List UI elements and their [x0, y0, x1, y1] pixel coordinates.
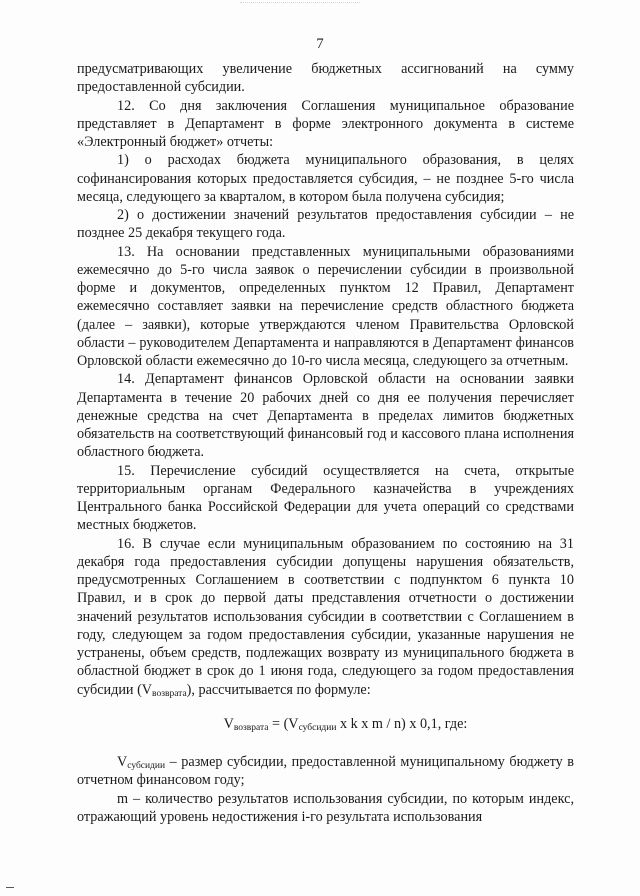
- definition-symbol: V: [117, 754, 128, 770]
- page-number: 7: [316, 36, 324, 52]
- paragraph-13: 13. На основании представленных муниципальными образованиями ежемесячно до 5-го числа заявок о перечислении субсидии в произвольной форме и документов, определенных пунктом 12 Правил, Департамент ежемесячно составляет заявки на перечисление средств областного бюджета (далее – заявки), которые утверждаются членом Правительства Орловской области – руководителем Департамента и направляются в Департамент финансов Орловской области ежемесячно до 10-го числа месяца, следующего за отчетным.: [77, 243, 574, 369]
- paragraph-14: 14. Департамент финансов Орловской области на основании заявки Департамента в течение 20 рабочих дней со дня ее получения перечисляет денежные средства на счет Департамента в пределах лимитов бюджетных обязательств на соответствующий финансовый год и кассового плана исполнения областного бюджета.: [77, 371, 574, 461]
- document-body: [77, 60, 574, 826]
- formula-tail: x k x m / n) x 0,1, где:: [336, 715, 468, 732]
- formula-sub-subsidy: субсидии: [298, 722, 337, 733]
- v-return-subscript: возврата: [152, 688, 187, 699]
- paragraph-16-text: 16. В случае если муниципальным образованием по состоянию на 31 декабря года предоставления субсидии допущены нарушения обязательств, предусмотренных Соглашением в соответствии с подпунктом 6 пункта 10 Правил, и в срок до первой даты представления отчетности о достижении значений результатов использования субсидии в соответствии с Соглашением в году, следующем за годом предоставления субсидии, указанные нарушения не устранены, объем средств, подлежащих возврату из муниципального бюджета в областной бюджет в срок до 1 июня года, следующего за годом предоставления субсидии (V: [77, 535, 574, 698]
- scan-artifact: [240, 2, 360, 9]
- paragraph-16-tail: ), рассчитывается по формуле:: [186, 681, 371, 698]
- paragraph-12-item-1: 1) о расходах бюджета муниципального образования, в целях софинансирования которых предоставляется субсидия, – не позднее 5-го числа месяца, следующего за кварталом, в котором была получена субсидия;: [77, 152, 574, 205]
- definition-text: – размер субсидии, предоставленной муниципальному бюджету в отчетном финансовом году;: [77, 754, 574, 789]
- formula-mid: = (V: [268, 715, 299, 732]
- paragraph-12: 12. Со дня заключения Соглашения муниципальное образование представляет в Департамент в форме электронного документа в системе «Электронный бюджет» отчеты:: [77, 97, 574, 150]
- paragraph-12-item-2: 2) о достижении значений результатов предоставления субсидии – не позднее 25 декабря текущего года.: [77, 207, 574, 242]
- formula-v-return: V: [223, 715, 234, 732]
- paragraph-16: [77, 535, 574, 699]
- edge-mark: [6, 887, 14, 888]
- definition-subscript: субсидии: [127, 761, 166, 771]
- formula-sub-return: возврата: [233, 722, 269, 733]
- paragraph-continuation: предусматривающих увеличение бюджетных ассигнований на сумму предоставленной субсидии.: [77, 61, 574, 96]
- paragraph-15: 15. Перечисление субсидий осуществляется на счета, открытые территориальным органам Федерального казначейства в учреждениях Центрального банка Российской Федерации для учета операций со средствами местных бюджетов.: [77, 462, 574, 534]
- definition-m: m – количество результатов использования субсидии, по которым индекс, отражающий уровень недостижения i-го результата использования: [77, 790, 574, 825]
- definition-v-subsidy: [77, 753, 574, 790]
- formula: [77, 715, 574, 733]
